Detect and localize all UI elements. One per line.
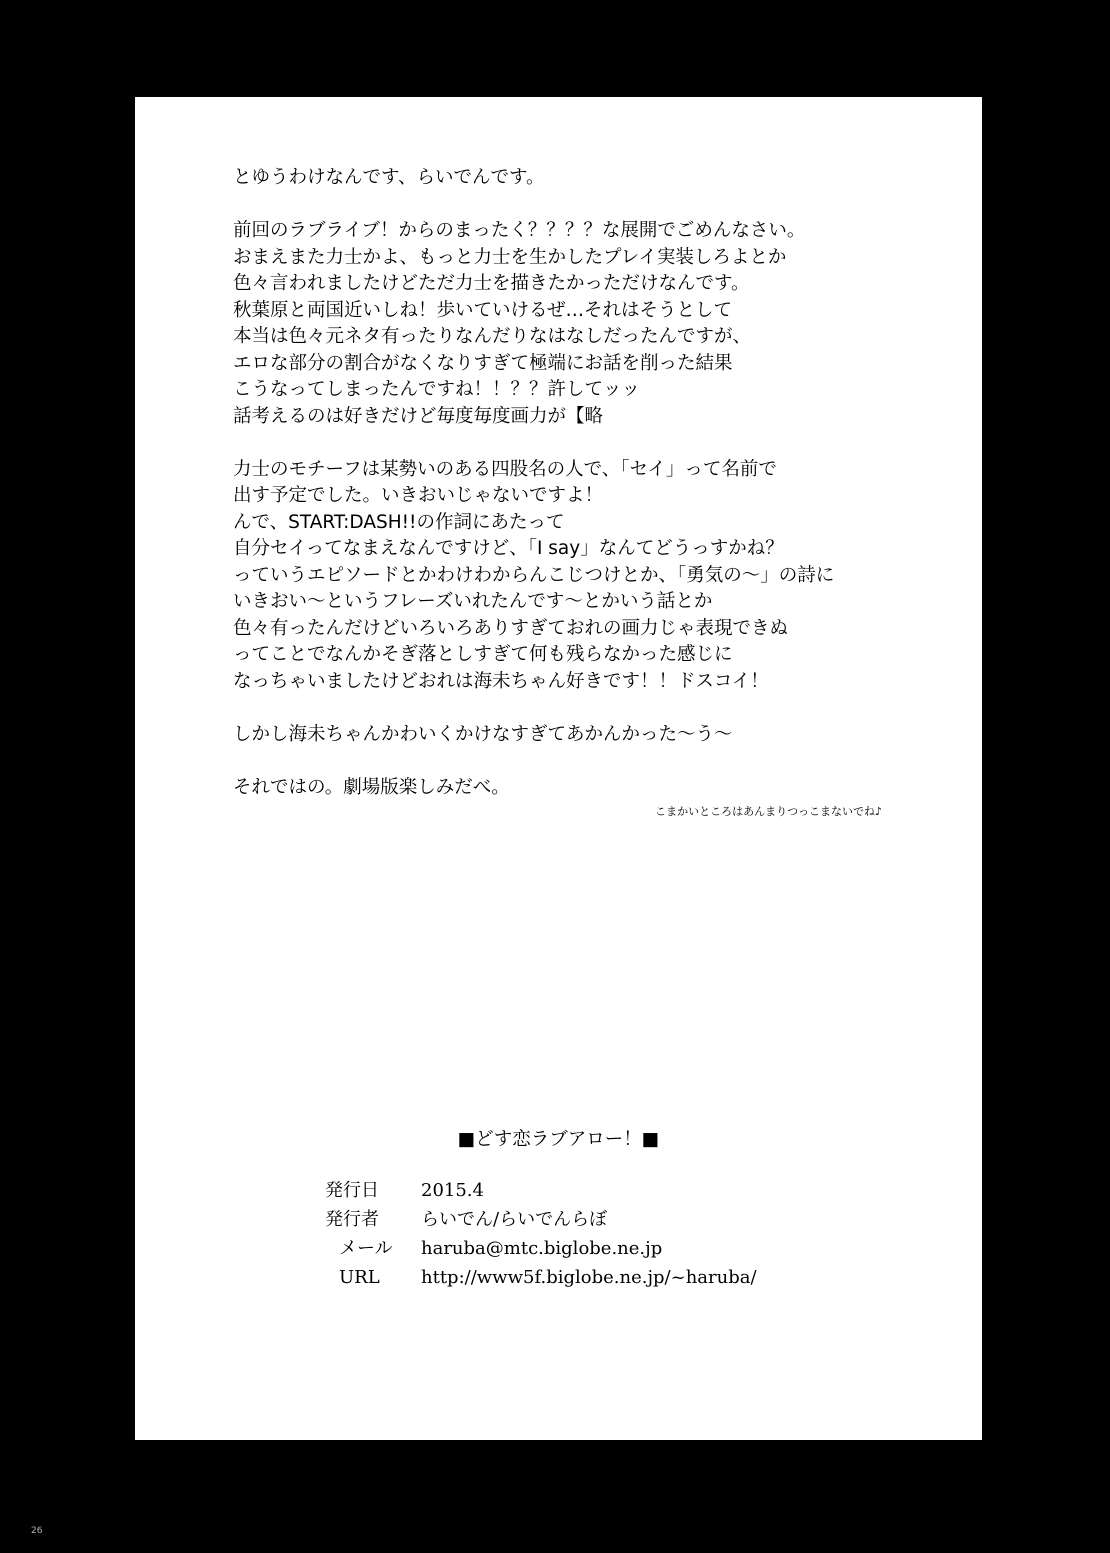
colophon-label: 発行日 — [325, 1180, 379, 1201]
afterword-line: 秋葉原と両国近いしね！歩いていけるぜ…それはそうとして — [233, 299, 732, 321]
afterword-line: 本当は色々元ネタ有ったりなんだりなはなしだったんですが、 — [233, 326, 752, 347]
paragraph-gap — [233, 695, 873, 722]
afterword-line: しかし海未ちゃんかわいくかけなすぎてあかんかった～う～ — [233, 723, 733, 745]
paragraph-gap — [233, 192, 873, 219]
afterword-line: とゆうわけなんです、らいでんです。 — [233, 167, 545, 188]
colophon-value: 2015.4 — [421, 1180, 484, 1201]
colophon — [325, 1176, 757, 1292]
afterword-line: おまえまた力士かよ、もっと力士を生かしたプレイ実装しろよとか — [233, 246, 787, 268]
afterword-line: 話考えるのは好きだけど毎度毎度画力が【略 — [233, 405, 604, 427]
colophon-title: ■どす恋ラブアロー！■ — [457, 1129, 660, 1150]
page-number: 26 — [31, 1526, 43, 1536]
afterword-line: それではの。劇場版楽しみだべ。 — [233, 776, 510, 798]
colophon-value: らいでん/らいでんらぼ — [421, 1209, 608, 1230]
afterword-line: エロな部分の割合がなくなりすぎて極端にお話を削った結果 — [233, 352, 733, 374]
colophon-value: haruba@mtc.biglobe.ne.jp — [421, 1238, 663, 1259]
afterword-line: 自分セイってなまえなんですけど、「I say」なんてどうっすかね？ — [233, 538, 784, 559]
afterword-line: ってことでなんかそぎ落としすぎて何も残らなかった感じに — [233, 644, 733, 665]
afterword-line: 色々言われましたけどただ力士を描きたかっただけなんです。 — [233, 273, 750, 294]
colophon-row-publisher — [325, 1205, 757, 1234]
colophon-row-mail — [325, 1234, 757, 1263]
afterword-line: っていうエピソードとかわけわからんこじつけとか、「勇気の～」の詩に — [233, 564, 835, 586]
colophon-label: メール — [339, 1238, 393, 1259]
colophon-value: http://www5f.biglobe.ne.jp/~haruba/ — [421, 1267, 757, 1288]
afterword-line: なっちゃいましたけどおれは海未ちゃん好きです！！ドスコイ！ — [233, 670, 769, 692]
colophon-label: URL — [339, 1267, 380, 1288]
small-note: こまかいところはあんまりつっこまないでね♪ — [655, 805, 882, 818]
afterword-line: 色々有ったんだけどいろいろありすぎておれの画力じゃ表現できぬ — [233, 617, 789, 639]
colophon-row-date — [325, 1176, 757, 1205]
afterword-line: んで、START:DASH!!の作詞にあたって — [233, 511, 565, 533]
afterword-line: こうなってしまったんですね！！？？許してッッ — [233, 379, 641, 400]
afterword-text — [233, 165, 873, 801]
paragraph-gap — [233, 748, 873, 775]
paragraph-gap — [233, 430, 873, 457]
colophon-row-url — [325, 1263, 757, 1292]
afterword-line: 出す予定でした。いきおいじゃないですよ！ — [233, 485, 604, 506]
afterword-line: 力士のモチーフは某勢いのある四股名の人で、「セイ」って名前で — [233, 458, 777, 480]
afterword-line: 前回のラブライブ！からのまったく？？？？な展開でごめんなさい。 — [233, 220, 806, 241]
afterword-line: いきおい～というフレーズいれたんです～とかいう話とか — [233, 591, 713, 612]
document-page — [135, 97, 982, 1440]
colophon-label: 発行者 — [325, 1209, 379, 1230]
